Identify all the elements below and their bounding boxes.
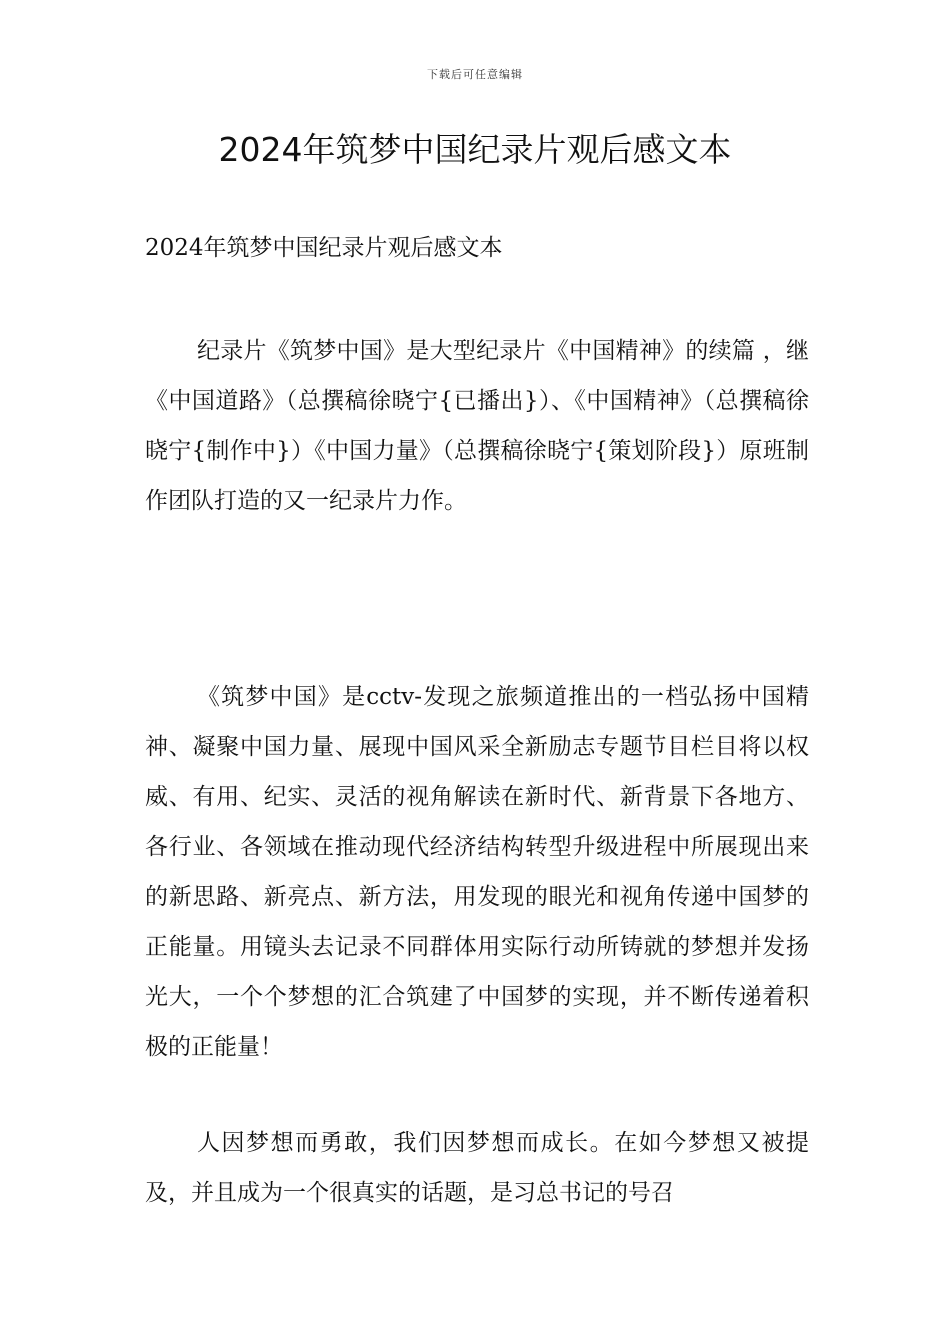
document-subtitle: 2024年筑梦中国纪录片观后感文本	[145, 235, 503, 261]
paragraph-1: 纪录片《筑梦中国》是大型纪录片《中国精神》的续篇 ，继《中国道路》（总撰稿徐晓宁{已播出}）、《中国精神》（总撰稿徐晓宁{制作中}）《中国力量》（总撰稿徐晓宁{策划阶段}）原班制作团队打造的又一纪录片力作。	[145, 338, 809, 514]
header-note: 下载后可任意编辑	[427, 68, 523, 81]
paragraph-3: 人因梦想而勇敢，我们因梦想而成长。在如今梦想又被提及，并且成为一个很真实的话题，是习总书记的号召	[145, 1130, 809, 1206]
document-title: 2024年筑梦中国纪录片观后感文本	[218, 130, 732, 169]
paragraph-2: 《筑梦中国》是cctv-发现之旅频道推出的一档弘扬中国精神、凝聚中国力量、展现中国风采全新励志专题节目栏目将以权威、有用、纪实、灵活的视角解读在新时代、新背景下各地方、各行业、各领域在推动现代经济结构转型升级进程中所展现出来的新思路、新亮点、新方法，用发现的眼光和视角传递中国梦的正能量。用镜头去记录不同群体用实际行动所铸就的梦想并发扬光大，一个个梦想的汇合筑建了中国梦的实现，并不断传递着积极的正能量！	[145, 684, 809, 1060]
